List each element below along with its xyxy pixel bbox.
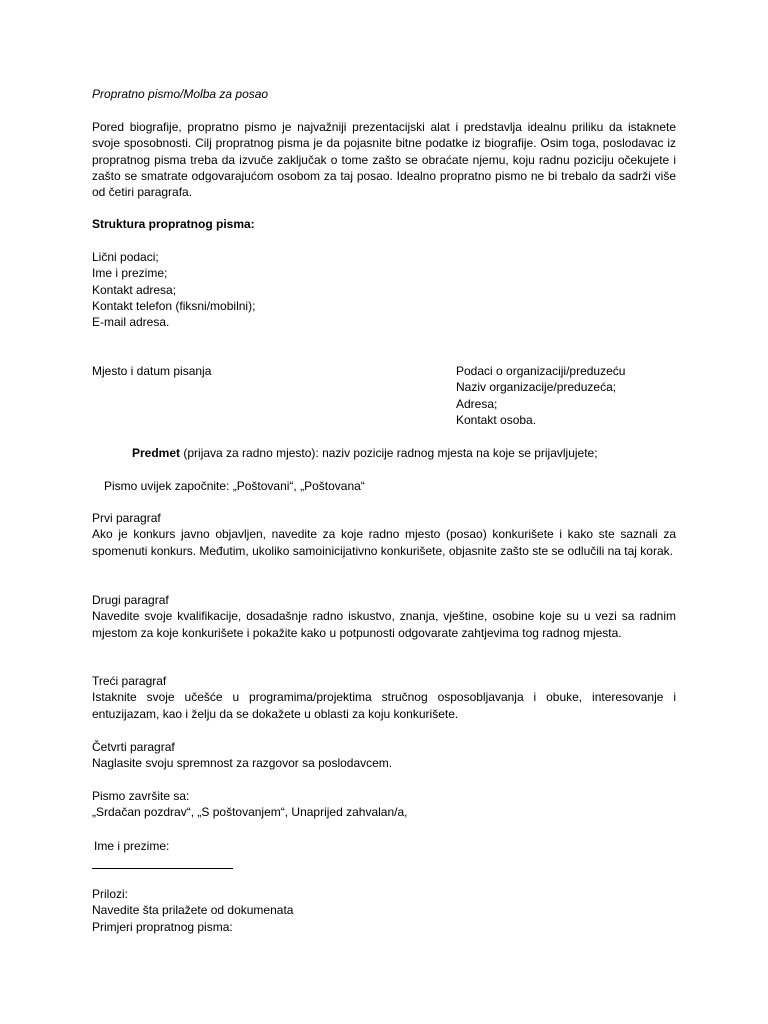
attachments-section bbox=[92, 886, 676, 935]
paragraph-text: Ako je konkurs javno objavljen, navedite za koje radno mjesto (posao) konkurišete i kako ste saznali za spomenuti konkurs. Međutim, ukoliko samoinicijativno konkurišete, objasnite zašto ste se odlučili na taj korak. bbox=[92, 527, 676, 558]
signature-blank-line bbox=[92, 856, 233, 869]
closing-section bbox=[92, 788, 676, 821]
organization-line: Podaci o organizaciji/preduzeću bbox=[456, 364, 626, 378]
paragraph-section-2 bbox=[92, 592, 676, 641]
subject-line bbox=[132, 445, 672, 461]
personal-data-item: Kontakt adresa; bbox=[92, 282, 177, 297]
personal-data-item: Ime i prezime; bbox=[92, 266, 168, 281]
paragraph-text: Naglasite svoju spremnost za razgovor sa poslodavcem. bbox=[92, 756, 393, 771]
personal-data-item: Kontakt telefon (fiksni/mobilni); bbox=[92, 298, 256, 313]
subject-label: Predmet bbox=[132, 446, 181, 460]
signature-section bbox=[94, 838, 678, 854]
signature-line bbox=[92, 856, 676, 869]
organization-data bbox=[456, 363, 686, 428]
paragraph-heading: Prvi paragraf bbox=[92, 511, 161, 525]
personal-data-item: Lični podaci; bbox=[92, 250, 159, 264]
personal-data-list bbox=[92, 249, 676, 330]
organization-line: Kontakt osoba. bbox=[456, 412, 537, 427]
attachments-line: Primjeri propratnog pisma: bbox=[92, 919, 233, 934]
structure-heading: Struktura propratnog pisma: bbox=[92, 217, 255, 231]
intro-paragraph: Pored biografije, propratno pismo je najvažniji prezentacijski alat i predstavlja idealnu priliku da istaknete svoje sposobnosti. Cilj propratnog pisma je da pojasnite bitne podatke iz biografije. Osim toga, poslodavac iz propratnog pisma treba da izvuče zaključak o tome zašto se obraćate njemu, koju radnu poziciju očekujete i zašto se smatrate odgovarajućom osobom za taj posao. Idealno propratno pismo ne bi trebalo da sadrži više od četiri paragrafa. bbox=[92, 120, 676, 200]
paragraph-section-4 bbox=[92, 739, 676, 772]
closing-heading: Pismo završite sa: bbox=[92, 789, 190, 803]
document-title: Propratno pismo/Molba za posao bbox=[92, 87, 269, 101]
organization-line: Naziv organizacije/preduzeća; bbox=[456, 380, 617, 395]
paragraph-section-3 bbox=[92, 673, 676, 722]
place-date-label: Mjesto i datum pisanja bbox=[92, 364, 212, 378]
attachments-line: Navedite šta prilažete od dokumenata bbox=[92, 903, 294, 918]
attachments-line: Prilozi: bbox=[92, 887, 129, 901]
organization-line: Adresa; bbox=[456, 396, 498, 411]
signature-label: Ime i prezime: bbox=[94, 839, 170, 853]
closing-text: „Srdačan pozdrav“, „S poštovanjem“, Unaprijed zahvalan/a, bbox=[92, 805, 408, 820]
subject-text: (prijava za radno mjesto): naziv pozicije radnog mjesta na koje se prijavljujete; bbox=[180, 446, 598, 460]
paragraph-text: Istaknite svoje učešće u programima/projektima stručnog osposobljavanja i obuke, interesovanje i entuzijazam, kao i želju da se dokažete u oblasti za koju konkurišete. bbox=[92, 690, 676, 721]
paragraph-section-1 bbox=[92, 510, 676, 559]
greeting-line: Pismo uvijek započnite: „Poštovani“, „Poštovana“ bbox=[104, 479, 365, 493]
paragraph-heading: Treći paragraf bbox=[92, 674, 167, 688]
paragraph-heading: Četvrti paragraf bbox=[92, 740, 175, 754]
paragraph-heading: Drugi paragraf bbox=[92, 593, 169, 607]
personal-data-item: E-mail adresa. bbox=[92, 315, 170, 330]
paragraph-text: Navedite svoje kvalifikacije, dosadašnje radno iskustvo, znanja, vještine, osobine koje su u vezi sa radnim mjestom za koje konkurišete i pokažite kako u potpunosti odgovarate zahtjevima tog radnog mjesta. bbox=[92, 609, 676, 640]
